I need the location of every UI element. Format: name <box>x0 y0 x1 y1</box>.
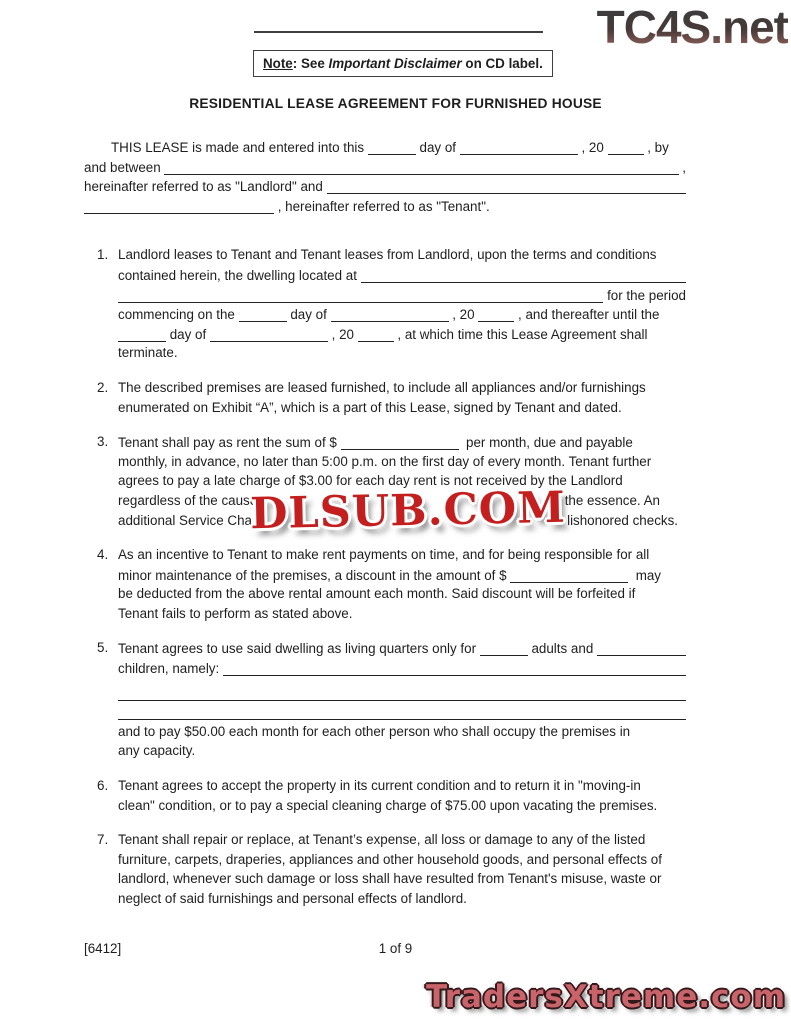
text-run: hereinafter referred to as "Landlord" and <box>84 179 327 195</box>
text-run: and to pay $50.00 each month for each other person who shall occupy the premises in <box>118 723 631 739</box>
text-run: monthly, in advance, no later than 5:00 p.m. on the first day of every month. Tenant further <box>118 453 652 469</box>
item-text <box>118 778 686 817</box>
item-number: 5. <box>97 640 109 656</box>
text-line <box>118 685 686 705</box>
blank-field <box>210 329 328 342</box>
blank-field <box>164 162 678 175</box>
text-run: Tenant shall pay as rent the sum of $ <box>118 435 341 451</box>
text-run: The described premises are leased furnished, to include all appliances and/or furnishings <box>118 379 646 395</box>
note-tail: on CD label. <box>461 56 543 71</box>
text-line <box>84 159 686 179</box>
intro-paragraph <box>84 139 686 217</box>
blank-field <box>368 142 416 155</box>
text-line <box>118 380 686 400</box>
blank-field <box>118 707 686 720</box>
text-line <box>118 306 686 326</box>
text-run: landlord, whenever such damage or loss shall have resulted from Tenant's misuse, waste or <box>118 871 662 887</box>
text-line <box>118 606 686 626</box>
text-run: Tenant agrees to use said dwelling as living quarters only for <box>118 641 480 657</box>
item-number: 6. <box>97 778 109 794</box>
text-run: , 20 <box>448 307 479 323</box>
text-line <box>118 832 686 852</box>
text-line <box>84 178 686 198</box>
text-run: the essence. An <box>564 492 660 508</box>
text-line <box>118 434 686 454</box>
text-line <box>118 660 686 680</box>
text-line <box>111 139 686 159</box>
text-run: As an incentive to Tenant to make rent payments on time, and for being responsible for all <box>118 547 650 563</box>
text-run: , 20 <box>327 326 358 342</box>
text-run: contained herein, the dwelling located at <box>118 267 361 283</box>
blank-field <box>510 570 628 583</box>
blank-field <box>327 181 686 194</box>
text-line <box>118 724 686 744</box>
text-run: be deducted from the above rental amount each month. Said discount will be forfeited if <box>118 586 636 602</box>
text-line <box>118 567 686 587</box>
blank-field <box>223 663 686 676</box>
text-run: minor maintenance of the premises, a discount in the amount of $ <box>118 567 511 583</box>
text-line <box>118 586 686 606</box>
text-run: per month, due and payable <box>458 435 633 451</box>
text-line <box>118 454 686 474</box>
item-text <box>118 832 686 910</box>
text-line <box>118 743 686 763</box>
lease-item <box>84 778 686 817</box>
text-run: Tenant shall repair or replace, at Tenant’s expense, all loss or damage to any of the listed <box>118 832 646 848</box>
text-run: may <box>628 567 662 583</box>
lease-item <box>84 547 686 625</box>
text-run: , at which time this Lease Agreement shall <box>393 326 648 342</box>
lease-items <box>84 247 686 910</box>
text-run: Tenant fails to perform as stated above. <box>118 605 353 621</box>
text-run: , 20 <box>577 140 608 155</box>
text-run: day of <box>286 307 331 323</box>
text-line <box>84 198 686 218</box>
tc4s-watermark: TC4S.net <box>596 1 788 53</box>
text-run: agrees to pay a late charge of $3.00 for each day rent is not received by the Landlord <box>118 473 623 489</box>
text-run: children, namely: <box>118 661 223 677</box>
text-line <box>118 704 686 724</box>
text-run: Tenant agrees to accept the property in its current condition and to return it in "moving-in <box>118 778 641 794</box>
item-number: 7. <box>97 832 109 848</box>
text-run: commencing on the <box>118 307 239 323</box>
blank-field <box>84 201 274 214</box>
text-run: lishonored checks. <box>567 512 678 528</box>
document-code: [6412] <box>84 941 122 956</box>
text-run: Landlord leases to Tenant and Tenant leases from Landlord, upon the terms and conditions <box>118 247 657 263</box>
note-text: : See <box>292 56 329 71</box>
blank-field <box>118 290 603 303</box>
note-emphasis: Important Disclaimer <box>328 56 462 71</box>
tradersxtreme-watermark: TradersXtreme.com <box>425 979 786 1015</box>
item-number: 4. <box>97 547 109 563</box>
text-line <box>118 798 686 818</box>
lease-item <box>84 832 686 910</box>
text-run: day of <box>166 326 210 342</box>
text-run: , hereinafter referred to as "Tenant". <box>274 198 490 214</box>
disclaimer-note-box <box>253 50 553 77</box>
page-title: RESIDENTIAL LEASE AGREEMENT FOR FURNISHED HOUSE <box>189 96 602 111</box>
lease-item <box>84 380 686 419</box>
text-line <box>118 871 686 891</box>
text-line <box>118 852 686 872</box>
blank-field <box>478 309 514 322</box>
text-run: THIS LEASE is made and entered into this <box>111 140 368 155</box>
blank-field <box>597 643 686 656</box>
text-run: neglect of said furnishings and personal effects of landlord. <box>118 891 467 906</box>
text-run: , by <box>643 140 669 155</box>
text-run: additional Service Cha <box>118 512 252 528</box>
page-number: 1 of 9 <box>378 941 413 956</box>
text-run: adults and <box>527 641 597 657</box>
blank-field <box>608 142 644 155</box>
item-number: 3. <box>97 434 109 450</box>
text-line <box>118 287 686 307</box>
text-line <box>118 891 686 911</box>
text-line <box>118 778 686 798</box>
text-line <box>118 326 686 346</box>
blank-field <box>118 688 686 701</box>
text-line <box>118 267 686 287</box>
text-run: terminate. <box>118 345 178 361</box>
text-run: for the period <box>603 287 686 303</box>
item-text <box>118 547 686 625</box>
text-run: furniture, carpets, draperies, appliances and other household goods, and personal effects of <box>118 851 662 867</box>
text-line <box>118 400 686 420</box>
horizontal-rule <box>254 31 543 33</box>
item-text <box>118 247 686 365</box>
text-run: any capacity. <box>118 743 196 759</box>
item-number: 1. <box>97 247 109 263</box>
text-run: enumerated on Exhibit “A”, which is a part of this Lease, signed by Tenant and dated. <box>118 399 622 415</box>
text-run: regardless of the cause <box>118 492 258 508</box>
blank-field <box>480 643 528 656</box>
dlsub-watermark: DLSUB.COM <box>249 482 567 540</box>
item-number: 2. <box>97 379 109 395</box>
text-line <box>118 640 686 660</box>
item-text <box>118 380 686 419</box>
item-text <box>118 640 686 763</box>
text-line <box>118 345 686 365</box>
blank-field <box>361 270 686 283</box>
text-run: , and thereafter until the <box>514 307 660 323</box>
blank-field <box>331 309 449 322</box>
text-line <box>118 547 686 567</box>
text-run: , <box>678 159 686 175</box>
note-label: Note <box>263 56 293 71</box>
text-run: day of <box>415 140 460 155</box>
blank-field <box>341 437 459 450</box>
blank-field <box>239 309 287 322</box>
blank-field <box>460 142 578 155</box>
text-line <box>118 247 686 267</box>
blank-field <box>118 329 166 342</box>
text-run: clean" condition, or to pay a special cleaning charge of $75.00 upon vacating the premises. <box>118 797 658 813</box>
lease-item <box>84 247 686 365</box>
lease-item <box>84 640 686 763</box>
text-run: and between <box>84 159 165 175</box>
blank-field <box>358 329 394 342</box>
